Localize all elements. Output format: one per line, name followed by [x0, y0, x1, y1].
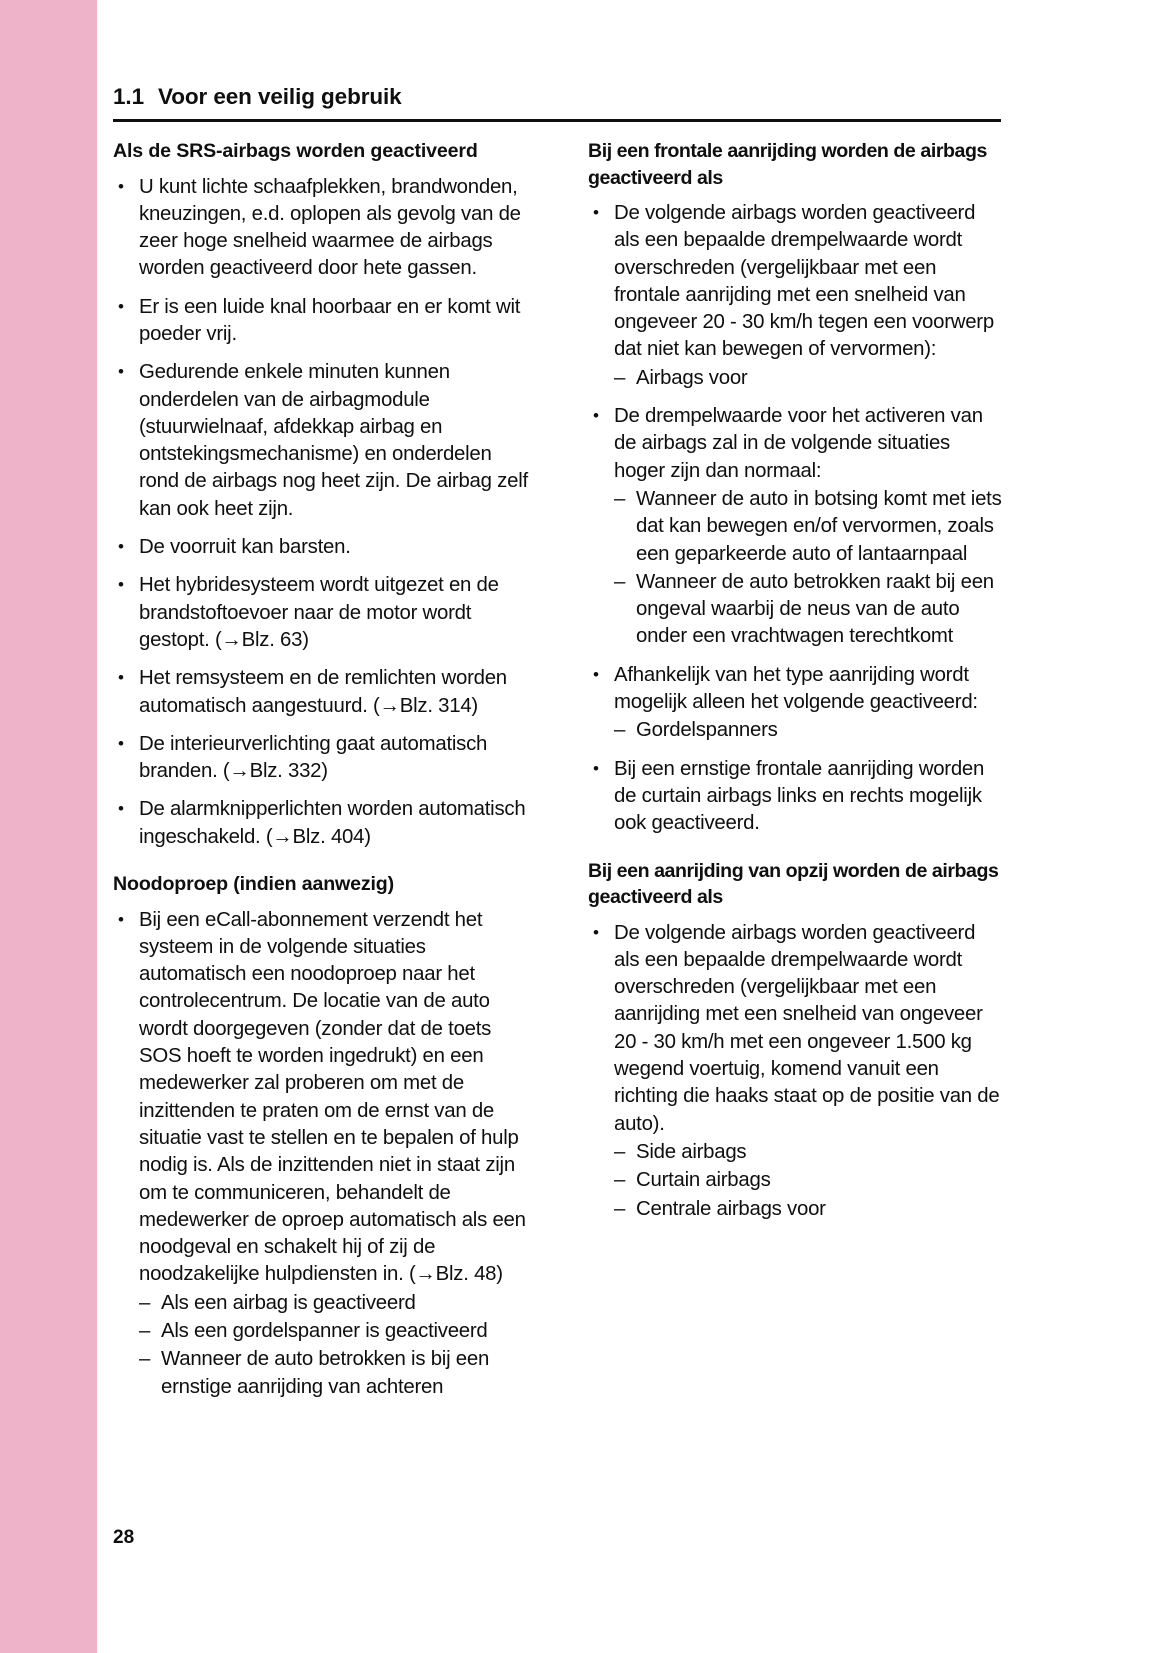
list-item: • Het hybridesysteem wordt uitgezet en de brandstoftoevoer naar de motor wordt gestopt. (→Blz. 63) — [113, 572, 528, 654]
page-title: Voor een veilig gebruik — [157, 84, 402, 109]
left-column — [113, 138, 528, 1412]
list-item: • De alarmknipperlichten worden automatisch ingeschakeld. (→Blz. 404) — [113, 796, 528, 851]
page-header — [113, 84, 1003, 110]
page-content — [113, 0, 1003, 1653]
sub-list-item: – Als een gordelspanner is geactiveerd — [139, 1318, 528, 1345]
sub-list-airbags — [614, 365, 1003, 392]
list-side-collision — [588, 920, 1003, 1223]
sub-list-item: – Als een airbag is geactiveerd — [139, 1290, 528, 1317]
sub-list-item: – Curtain airbags — [614, 1167, 1003, 1194]
page-number: 28 — [113, 1527, 135, 1548]
list-item-text: De volgende airbags worden geactiveerd als een bepaalde drempelwaarde wordt overschreden (vergelijkbaar met een aanrijding met een snelheid van ongeveer 20 - 30 km/h met een ongeveer 1.500 kg wegend voertuig, komend vanuit een richting die haaks staat op de positie van de auto). — [614, 921, 1000, 1135]
two-column-body — [113, 138, 1003, 1412]
heading-frontal-collision: Bij een frontale aanrijding worden de airbags geactiveerd als — [588, 140, 987, 189]
section-number: 1.1 — [113, 84, 144, 109]
list-frontal-collision — [588, 200, 1003, 838]
sub-list-item: – Wanneer de auto in botsing komt met iets dat kan bewegen en/of vervormen, zoals een geparkeerde auto of lantaarnpaal — [614, 486, 1003, 568]
list-item: • Gedurende enkele minuten kunnen onderdelen van de airbagmodule (stuurwielnaaf, afdekkap airbag en ontstekingsmechanisme) en onderdelen rond de airbags nog heet zijn. De airbag zelf kan ook heet zijn. — [113, 359, 528, 523]
list-item — [588, 662, 1003, 745]
sub-list-seatbelt-pretensioners — [614, 717, 1003, 744]
list-item-text: Afhankelijk van het type aanrijding wordt mogelijk alleen het volgende geactiveerd: — [614, 663, 978, 714]
sub-list-item: – Wanneer de auto betrokken is bij een ernstige aanrijding van achteren — [139, 1346, 528, 1401]
list-item — [588, 403, 1003, 651]
list-item — [588, 200, 1003, 392]
list-item-text: Bij een eCall-abonnement verzendt het systeem in de volgende situaties automatisch een noodoproep naar het controlecentrum. De locatie van de auto wordt doorgegeven (zonder dat de toets SOS hoeft te worden ingedrukt) en een medewerker zal proberen om met de inzittenden te praten om de ernst van de situatie vast te stellen en te bepalen of hulp nodig is. Als de inzittenden niet in staat zijn om te communiceren, behandelt de medewerker de oproep automatisch als een noodgeval en schakelt hij of zij de noodzakelijke hulpdiensten in. (→Blz. 48) — [139, 908, 526, 1286]
sub-list-item: – Wanneer de auto betrokken raakt bij een ongeval waarbij de neus van de auto onder een vrachtwagen terechtkomt — [614, 569, 1003, 651]
sub-list-emergency-call-triggers — [139, 1290, 528, 1401]
sub-list-item: – Airbags voor — [614, 365, 1003, 392]
list-item: • Het remsysteem en de remlichten worden automatisch aangestuurd. (→Blz. 314) — [113, 665, 528, 720]
list-item-text: De volgende airbags worden geactiveerd als een bepaalde drempelwaarde wordt overschreden (vergelijkbaar met een frontale aanrijding met een snelheid van ongeveer 20 - 30 km/h tegen een voorwerp dat niet kan bewegen of vervormen): — [614, 202, 994, 361]
sub-list-item: – Gordelspanners — [614, 717, 1003, 744]
heading-side-collision: Bij een aanrijding van opzij worden de airbags geactiveerd als — [588, 859, 999, 909]
header-divider — [113, 119, 1001, 122]
list-emergency-call — [113, 907, 528, 1401]
list-item: • Er is een luide knal hoorbaar en er komt wit poeder vrij. — [113, 294, 528, 349]
sub-list-item: – Side airbags — [614, 1139, 1003, 1166]
list-srs-activation-effects — [113, 174, 528, 852]
list-item: • Bij een ernstige frontale aanrijding worden de curtain airbags links en rechts mogelijk ook geactiveerd. — [588, 756, 1003, 838]
list-item: • U kunt lichte schaafplekken, brandwonden, kneuzingen, e.d. oplopen als gevolg van de zeer hoge snelheid waarmee de airbags worden geactiveerd door hete gassen. — [113, 174, 528, 283]
list-item — [588, 920, 1003, 1223]
list-item: • De interieurverlichting gaat automatisch branden. (→Blz. 332) — [113, 731, 528, 786]
list-item: • De voorruit kan barsten. — [113, 534, 528, 561]
sub-list-higher-threshold-situations — [614, 486, 1003, 651]
sub-list-item: – Centrale airbags voor — [614, 1196, 1003, 1223]
sub-list-side-airbags — [614, 1139, 1003, 1223]
right-column — [588, 138, 1003, 1234]
heading-emergency-call: Noodoproep (indien aanwezig) — [113, 873, 394, 896]
heading-srs-airbags-activated: Als de SRS-airbags worden geactiveerd — [113, 140, 478, 162]
page-edge-accent-strip — [0, 0, 97, 1653]
list-item-text: De drempelwaarde voor het activeren van de airbags zal in de volgende situaties hoger zijn dan normaal: — [614, 405, 983, 482]
list-item — [113, 907, 528, 1401]
